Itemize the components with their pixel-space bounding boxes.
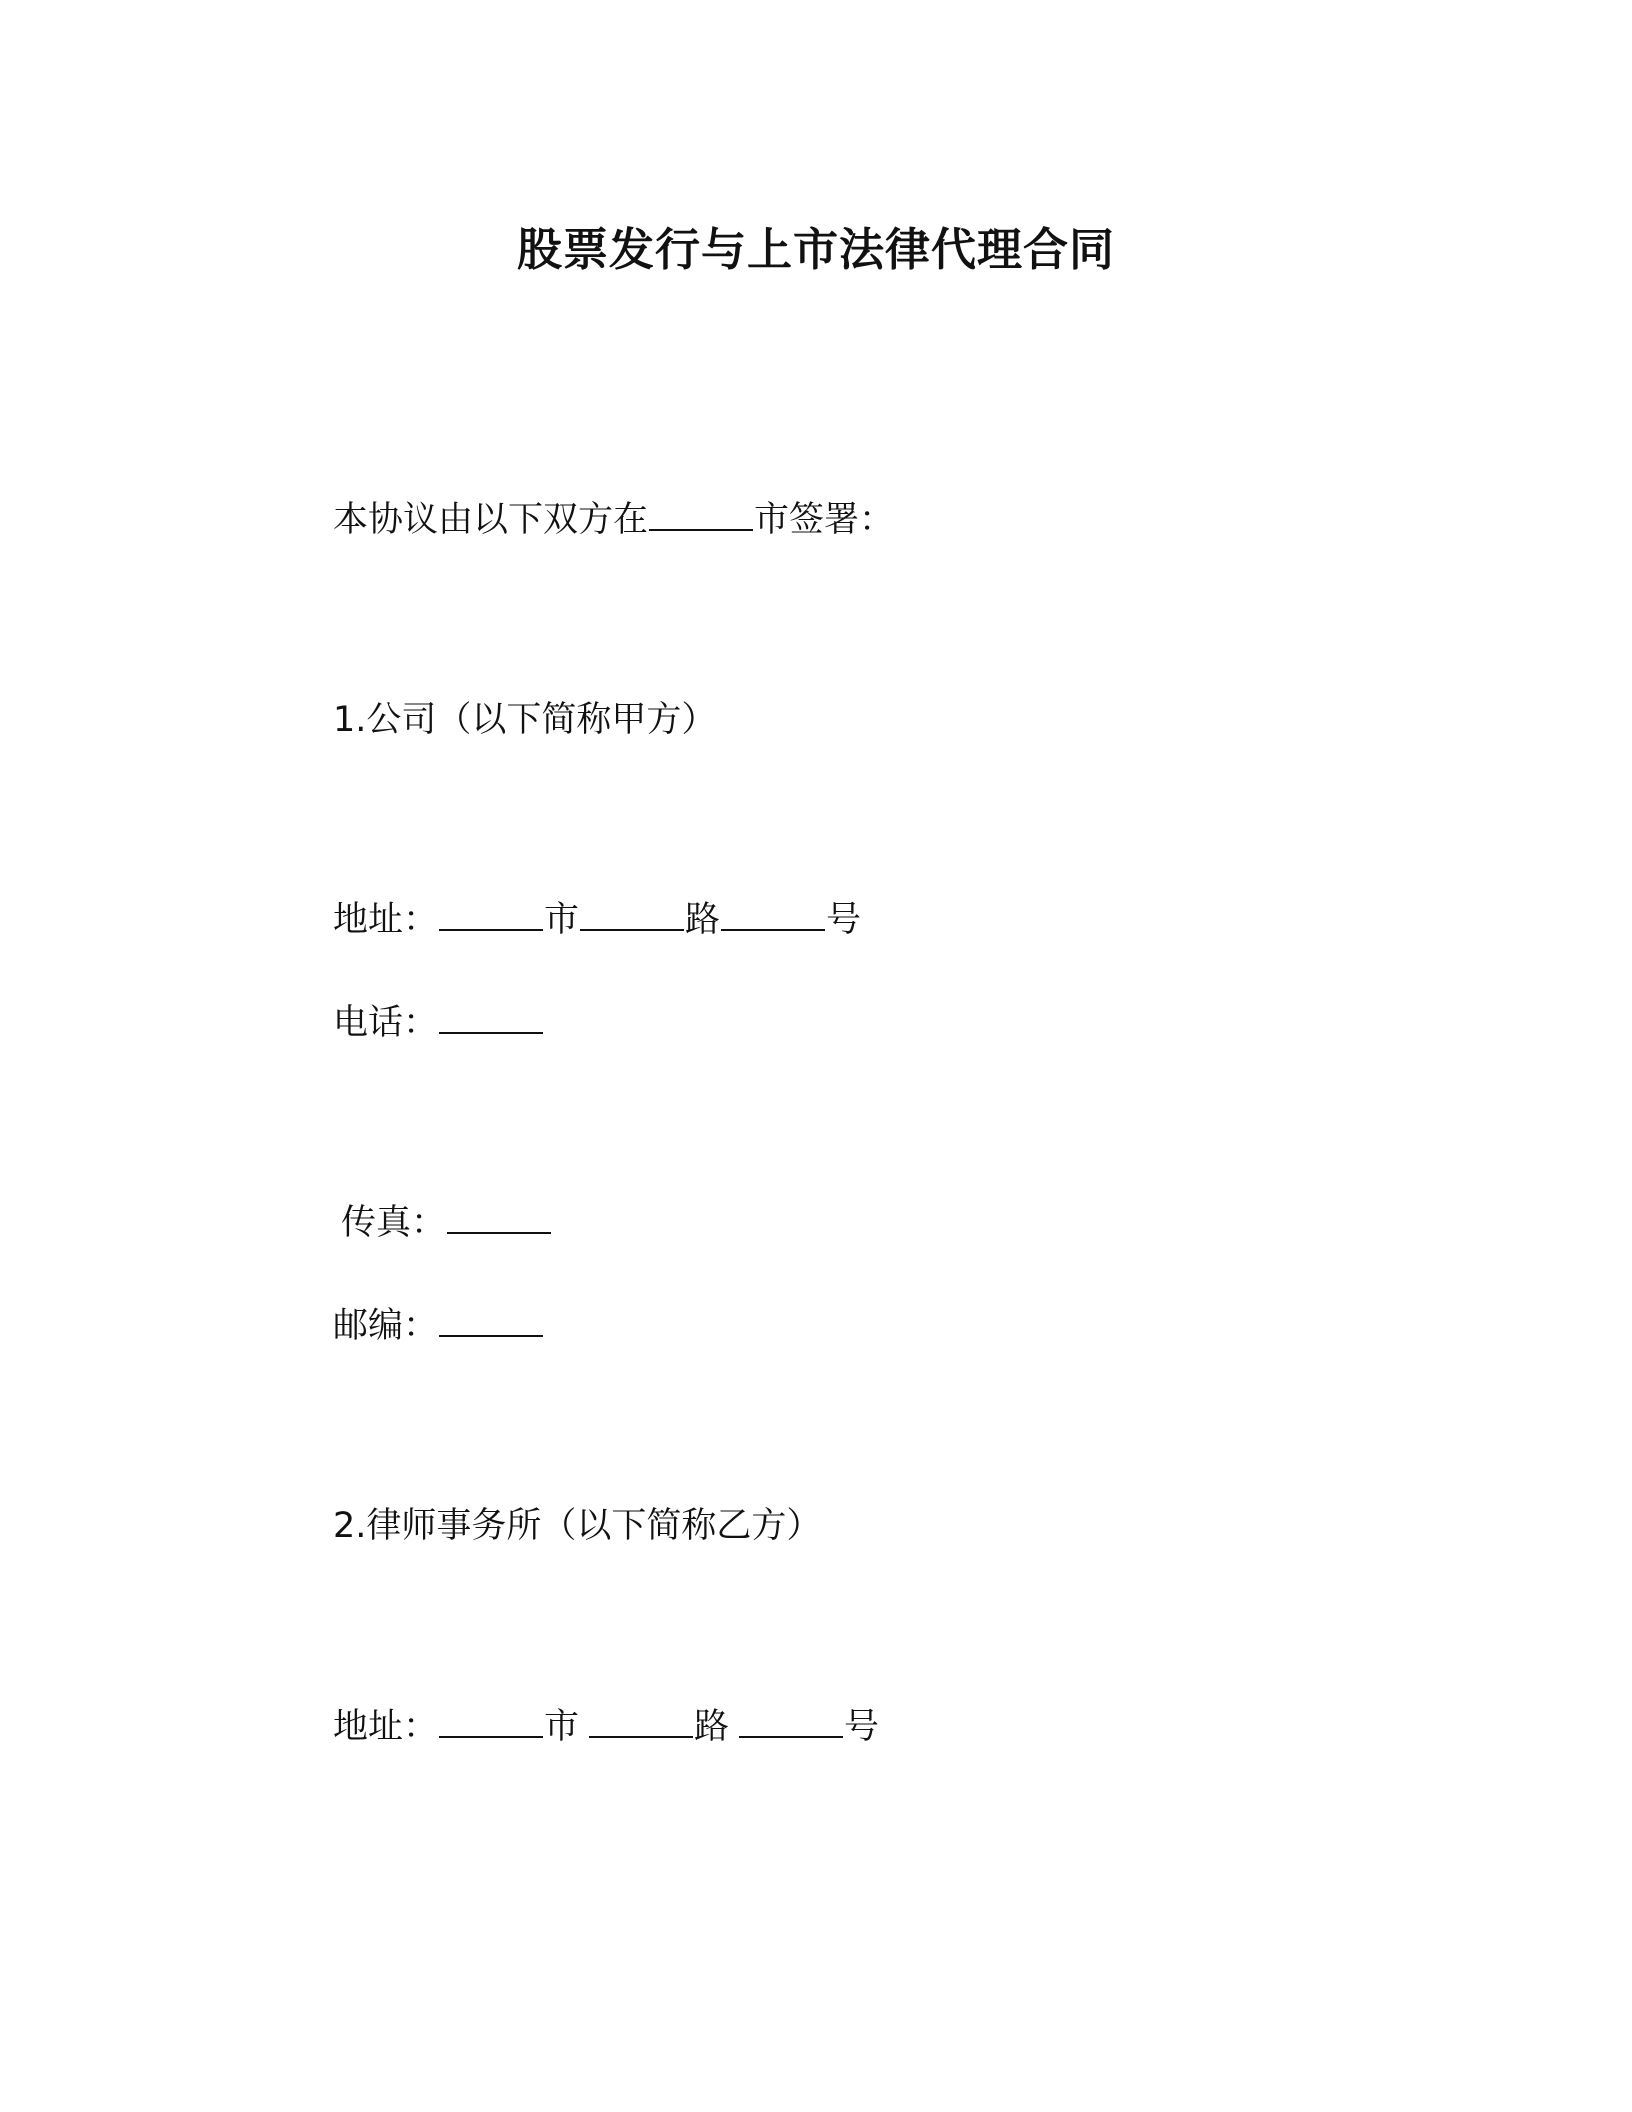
party-b-heading: 2.律师事务所（以下简称乙方） [333,1506,822,1546]
party-a-phone-line [333,1000,544,1046]
party-a-city-label: 市 [544,900,580,940]
party-a-road-label: 路 [685,900,721,940]
party-b-number-label: 号 [844,1707,880,1747]
party-b-city-blank [439,1706,543,1738]
intro-text-before: 本协议由以下双方在 [333,500,649,540]
intro-text-after: 市签署： [754,500,895,540]
party-a-postcode-blank [439,1305,543,1337]
signing-city-blank [649,499,753,531]
party-b-road-blank [589,1706,693,1738]
party-a-city-blank [439,899,543,931]
party-a-heading: 1.公司（以下简称甲方） [333,700,717,740]
party-b-city-label: 市 [544,1707,580,1747]
party-a-address-line [333,897,861,943]
party-b-address-line [333,1704,879,1750]
party-a-postcode-line [333,1303,544,1349]
intro-line [333,497,894,543]
party-a-phone-blank [439,1002,543,1034]
party-a-address-label: 地址： [333,900,439,940]
party-a-number-blank [721,899,825,931]
party-b-road-label: 路 [694,1707,730,1747]
party-a-fax-line [341,1200,552,1246]
party-a-number-label: 号 [826,900,862,940]
party-a-fax-blank [447,1202,551,1234]
document-title: 股票发行与上市法律代理合同 [516,223,1115,276]
party-a-fax-label: 传真： [341,1203,447,1243]
party-b-number-blank [739,1706,843,1738]
party-a-road-blank [580,899,684,931]
party-a-phone-label: 电话： [333,1003,439,1043]
party-b-address-label: 地址： [333,1707,439,1747]
party-a-postcode-label: 邮编： [333,1306,439,1346]
